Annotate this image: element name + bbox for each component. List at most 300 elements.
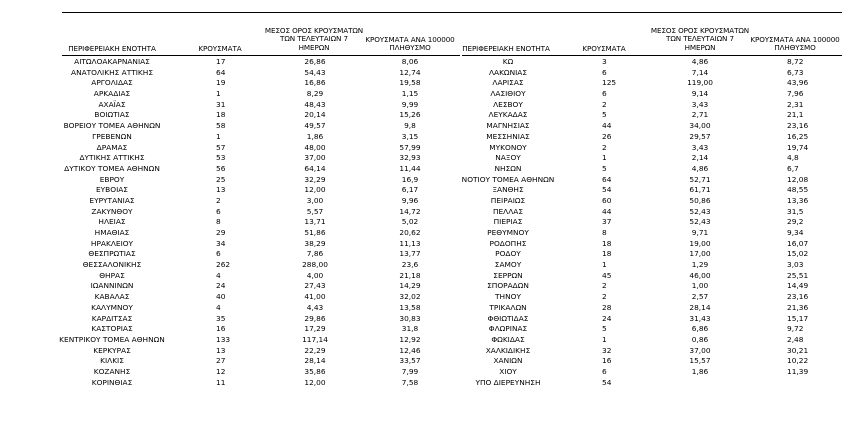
header-region-label: ΠΕΡΙΦΕΡΕΙΑΚΗ ΕΝΟΤΗΤΑ — [68, 44, 156, 53]
left-per100k-value: 5,02 — [401, 217, 419, 227]
left-avg-value: 35,86 — [304, 366, 326, 376]
right-per100k-value: 3,03 — [787, 260, 804, 270]
left-cases-value: 2 — [216, 195, 221, 205]
left-per100k-value: 1,15 — [401, 89, 419, 99]
right-cases-value: 1 — [602, 260, 607, 270]
table-row — [0, 303, 862, 314]
right-per100k-value: 30,21 — [787, 345, 809, 355]
right-cases-value: 2 — [602, 99, 607, 109]
left-per100k-value: 9,96 — [401, 195, 419, 205]
right-cases-value: 6 — [602, 67, 607, 77]
left-region-name: ΚΙΛΚΙΣ — [100, 356, 124, 366]
right-region-name: ΥΠΟ ΔΙΕΡΕΥΝΗΣΗ — [475, 377, 541, 387]
right-avg-value: 34,00 — [689, 121, 711, 131]
right-per100k-value: 10,22 — [787, 356, 809, 366]
left-region-name: ΗΛΕΙΑΣ — [98, 217, 126, 227]
left-region-name: ΔΥΤΙΚΗΣ ΑΤΤΙΚΗΣ — [79, 153, 145, 163]
right-cases-value: 28 — [602, 302, 612, 312]
left-avg-value: 28,14 — [304, 356, 326, 366]
right-per100k-value: 7,96 — [787, 89, 804, 99]
left-region-name: ΑΡΚΑΔΙΑΣ — [93, 89, 131, 99]
left-per100k-value: 23,6 — [401, 260, 419, 270]
left-region-name: ΙΩΑΝΝΙΝΩΝ — [90, 281, 134, 291]
top-rule — [62, 12, 842, 13]
right-avg-value: 37,00 — [689, 345, 711, 355]
right-region-name: ΝΟΤΙΟΥ ΤΟΜΕΑ ΑΘΗΝΩΝ — [461, 174, 555, 184]
left-per100k-value: 13,77 — [399, 249, 421, 259]
table-row — [0, 271, 862, 282]
right-avg-value: 52,43 — [689, 217, 711, 227]
table-row — [0, 57, 862, 68]
right-region-name: ΛΑΡΙΣΑΣ — [492, 78, 524, 88]
right-cases-value: 125 — [602, 78, 617, 88]
right-region-name: ΤΗΝΟΥ — [495, 292, 521, 302]
right-avg-value: 0,86 — [691, 334, 709, 344]
header-avg-line2: ΤΩΝ ΤΕΛΕΥΤΑΙΩΝ 7 — [280, 34, 348, 44]
left-avg-value: 12,00 — [304, 377, 326, 387]
right-per100k-value: 19,74 — [787, 142, 809, 152]
right-per100k-value: 9,72 — [787, 324, 804, 334]
left-cases-value: 4 — [216, 270, 221, 280]
left-per100k-value: 14,29 — [399, 281, 421, 291]
right-cases-value: 45 — [602, 270, 612, 280]
table-row — [0, 110, 862, 121]
left-cases-value: 25 — [216, 174, 226, 184]
header-avg-line2: ΤΩΝ ΤΕΛΕΥΤΑΙΩΝ 7 — [666, 34, 734, 44]
right-cases-value: 44 — [602, 121, 612, 131]
left-region-name: ΕΥΒΟΙΑΣ — [96, 185, 128, 195]
right-region-name: ΚΩ — [502, 57, 514, 66]
right-cases-value: 6 — [602, 89, 607, 99]
left-region-name: ΚΟΖΑΝΗΣ — [93, 366, 131, 376]
right-cases-value: 54 — [602, 185, 612, 195]
right-avg-value: 61,71 — [689, 185, 711, 195]
right-cases-value: 54 — [602, 377, 612, 387]
left-cases-value: 262 — [216, 260, 231, 270]
header-region-label: ΠΕΡΙΦΕΡΕΙΑΚΗ ΕΝΟΤΗΤΑ — [462, 44, 550, 53]
right-region-name: ΦΩΚΙΔΑΣ — [491, 334, 525, 344]
left-cases-value: 133 — [216, 334, 231, 344]
left-region-name: ΕΥΡΥΤΑΝΙΑΣ — [89, 195, 135, 205]
left-region-name: ΚΕΝΤΡΙΚΟΥ ΤΟΜΕΑ ΑΘΗΝΩΝ — [59, 334, 165, 344]
left-per100k-value: 9,8 — [404, 121, 416, 131]
left-per100k-value: 11,44 — [399, 163, 421, 173]
left-avg-value: 117,14 — [302, 334, 328, 344]
table-row — [0, 346, 862, 357]
left-avg-value: 288,00 — [302, 260, 328, 270]
right-cases-value: 24 — [602, 313, 612, 323]
table-row — [0, 239, 862, 250]
left-cases-value: 1 — [216, 131, 221, 141]
left-avg-value: 64,14 — [304, 163, 326, 173]
left-header-cases — [188, 45, 252, 53]
right-avg-value: 2,14 — [691, 153, 709, 163]
table-row — [0, 121, 862, 132]
right-avg-value: 28,14 — [689, 302, 711, 312]
left-region-name: ΗΡΑΚΛΕΙΟΥ — [90, 238, 134, 248]
left-per100k-value: 9,99 — [401, 99, 419, 109]
left-cases-value: 13 — [216, 185, 226, 195]
left-cases-value: 8 — [216, 217, 221, 227]
header-avg-line1: ΜΕΣΟΣ ΟΡΟΣ ΚΡΟΥΣΜΑΤΩΝ — [264, 26, 364, 35]
data-rows — [0, 57, 862, 388]
left-per100k-value: 12,74 — [399, 67, 421, 77]
right-per100k-value: 25,51 — [787, 270, 809, 280]
right-avg-value: 4,86 — [691, 57, 709, 66]
table-row — [0, 89, 862, 100]
right-cases-value: 37 — [602, 217, 612, 227]
left-region-name: ΚΑΣΤΟΡΙΑΣ — [91, 324, 133, 334]
left-per100k-value: 3,15 — [401, 131, 419, 141]
left-avg-value: 26,86 — [304, 57, 326, 66]
right-avg-value: 3,43 — [691, 99, 709, 109]
table-row — [0, 217, 862, 228]
left-cases-value: 12 — [216, 366, 226, 376]
left-per100k-value: 13,58 — [399, 302, 421, 312]
right-avg-value: 3,43 — [691, 142, 709, 152]
header-avg-line3: ΗΜΕΡΩΝ — [298, 42, 330, 52]
header-avg-line3: ΗΜΕΡΩΝ — [684, 42, 716, 52]
table-row — [0, 164, 862, 175]
right-per100k-value: 6,73 — [787, 67, 804, 77]
left-cases-value: 11 — [216, 377, 226, 387]
right-cases-value: 32 — [602, 345, 612, 355]
right-avg-value: 50,86 — [689, 195, 711, 205]
right-region-name: ΡΕΘΥΜΝΟΥ — [487, 228, 529, 237]
right-region-name: ΧΙΟΥ — [499, 366, 517, 376]
left-cases-value: 24 — [216, 281, 226, 291]
right-region-name: ΡΟΔΟΥ — [495, 249, 521, 259]
right-avg-value: 1,00 — [691, 281, 709, 291]
left-cases-value: 56 — [216, 163, 226, 173]
left-avg-value: 51,86 — [304, 228, 326, 237]
left-per100k-value: 7,99 — [401, 366, 419, 376]
left-avg-value: 38,29 — [304, 238, 326, 248]
right-cases-value: 64 — [602, 174, 612, 184]
left-avg-value: 48,43 — [304, 99, 326, 109]
right-region-name: ΠΕΛΛΑΣ — [492, 206, 524, 216]
right-per100k-value: 2,31 — [787, 99, 804, 109]
left-avg-value: 3,00 — [306, 195, 324, 205]
right-avg-value: 1,29 — [691, 260, 709, 270]
header-cases-label: ΚΡΟΥΣΜΑΤΑ — [582, 44, 626, 53]
table-row — [0, 324, 862, 335]
header-per100k-line1: ΚΡΟΥΣΜΑΤΑ ΑΝΑ 100000 — [365, 35, 455, 44]
left-per100k-value: 15,26 — [399, 110, 421, 120]
right-region-name: ΝΑΞΟΥ — [495, 153, 521, 163]
left-region-name: ΔΡΑΜΑΣ — [96, 142, 128, 152]
left-avg-value: 49,57 — [304, 121, 326, 131]
right-region-name: ΝΗΣΩΝ — [494, 163, 522, 173]
left-avg-value: 4,43 — [306, 302, 324, 312]
left-cases-value: 17 — [216, 57, 226, 66]
right-header-avg — [644, 27, 756, 52]
right-region-name: ΜΑΓΝΗΣΙΑΣ — [486, 121, 530, 131]
left-region-name: ΒΟΡΕΙΟΥ ΤΟΜΕΑ ΑΘΗΝΩΝ — [63, 121, 161, 131]
table-row — [0, 335, 862, 346]
right-avg-value: 29,57 — [689, 131, 711, 141]
table-row — [0, 314, 862, 325]
left-region-name: ΑΧΑΪΑΣ — [98, 99, 126, 109]
table-row — [0, 281, 862, 292]
left-per100k-value: 21,18 — [399, 270, 421, 280]
left-cases-value: 6 — [216, 206, 221, 216]
table-row — [0, 356, 862, 367]
left-avg-value: 16,86 — [304, 78, 326, 88]
right-region-name: ΛΕΥΚΑΔΑΣ — [488, 110, 528, 120]
right-per100k-value: 15,17 — [787, 313, 809, 323]
left-region-name: ΖΑΚΥΝΘΟΥ — [91, 206, 133, 216]
right-avg-value: 7,14 — [691, 67, 709, 77]
right-per100k-value: 21,1 — [787, 110, 804, 120]
table-row — [0, 78, 862, 89]
table-row — [0, 367, 862, 378]
right-per100k-value: 48,55 — [787, 185, 809, 195]
right-cases-value: 5 — [602, 324, 607, 334]
right-cases-value: 5 — [602, 110, 607, 120]
left-cases-value: 4 — [216, 302, 221, 312]
right-cases-value: 16 — [602, 356, 612, 366]
left-region-name: ΘΗΡΑΣ — [99, 270, 125, 280]
right-avg-value: 52,71 — [689, 174, 711, 184]
table-row — [0, 153, 862, 164]
left-region-name: ΑΙΤΩΛΟΑΚΑΡΝΑΝΙΑΣ — [74, 57, 150, 66]
left-cases-value: 34 — [216, 238, 226, 248]
right-per100k-value: 14,49 — [787, 281, 809, 291]
right-per100k-value: 29,2 — [787, 217, 804, 227]
left-region-name: ΘΕΣΠΡΩΤΙΑΣ — [88, 249, 136, 259]
right-cases-value: 18 — [602, 249, 612, 259]
left-per100k-value: 6,17 — [401, 185, 419, 195]
left-avg-value: 41,00 — [304, 292, 326, 302]
right-avg-value: 31,43 — [689, 313, 711, 323]
right-header-cases — [572, 45, 636, 53]
left-region-name: ΔΥΤΙΚΟΥ ΤΟΜΕΑ ΑΘΗΝΩΝ — [64, 163, 160, 173]
right-region-name: ΣΕΡΡΩΝ — [493, 270, 523, 280]
right-per100k-value: 16,25 — [787, 131, 809, 141]
left-cases-value: 18 — [216, 110, 226, 120]
left-avg-value: 22,29 — [304, 345, 326, 355]
table-row — [0, 260, 862, 271]
left-region-name: ΚΕΡΚΥΡΑΣ — [93, 345, 131, 355]
left-region-name: ΗΜΑΘΙΑΣ — [94, 228, 130, 237]
left-region-name: ΚΑΡΔΙΤΣΑΣ — [91, 313, 133, 323]
left-region-name: ΒΟΙΩΤΙΑΣ — [94, 110, 130, 120]
left-per100k-value: 12,46 — [399, 345, 421, 355]
left-per100k-value: 32,02 — [399, 292, 421, 302]
right-avg-value: 4,86 — [691, 163, 709, 173]
left-per100k-value: 8,06 — [401, 57, 419, 66]
left-avg-value: 20,14 — [304, 110, 326, 120]
right-per100k-value: 4,8 — [787, 153, 799, 163]
left-avg-value: 5,57 — [306, 206, 324, 216]
right-cases-value: 60 — [602, 195, 612, 205]
right-avg-value: 46,00 — [689, 270, 711, 280]
right-avg-value: 1,86 — [691, 366, 709, 376]
right-per100k-value: 11,39 — [787, 366, 809, 376]
table-row — [0, 207, 862, 218]
right-per100k-value: 13,36 — [787, 195, 809, 205]
right-region-name: ΣΑΜΟΥ — [494, 260, 522, 270]
header-rule-left — [62, 55, 460, 56]
header-cases-label: ΚΡΟΥΣΜΑΤΑ — [198, 44, 242, 53]
right-avg-value: 9,14 — [691, 89, 709, 99]
left-avg-value: 32,29 — [304, 174, 326, 184]
left-avg-value: 12,00 — [304, 185, 326, 195]
left-per100k-value: 11,13 — [399, 238, 421, 248]
left-cases-value: 1 — [216, 89, 221, 99]
table-row — [0, 185, 862, 196]
header-per100k-line2: ΠΛΗΘΥΣΜΟ — [389, 43, 431, 53]
left-per100k-value: 32,93 — [399, 153, 421, 163]
right-region-name: ΡΟΔΟΠΗΣ — [489, 238, 527, 248]
right-region-name: ΠΕΙΡΑΙΩΣ — [490, 195, 526, 205]
left-avg-value: 29,86 — [304, 313, 326, 323]
right-region-name: ΛΑΣΙΘΙΟΥ — [490, 89, 526, 99]
left-avg-value: 4,00 — [306, 270, 324, 280]
right-per100k-value: 23,16 — [787, 121, 809, 131]
left-cases-value: 13 — [216, 345, 226, 355]
right-region-name: ΜΕΣΣΗΝΙΑΣ — [486, 131, 530, 141]
right-per100k-value: 43,96 — [787, 78, 809, 88]
right-region-name: ΛΕΣΒΟΥ — [493, 99, 523, 109]
right-cases-value: 2 — [602, 281, 607, 291]
left-cases-value: 27 — [216, 356, 226, 366]
left-per100k-value: 7,58 — [401, 377, 419, 387]
right-per100k-value: 15,02 — [787, 249, 809, 259]
left-cases-value: 64 — [216, 67, 226, 77]
right-per100k-value: 16,07 — [787, 238, 809, 248]
right-avg-value: 6,86 — [691, 324, 709, 334]
right-cases-value: 3 — [602, 57, 607, 66]
right-per100k-value: 23,16 — [787, 292, 809, 302]
right-avg-value: 19,00 — [689, 238, 711, 248]
left-avg-value: 13,71 — [304, 217, 326, 227]
right-per100k-value: 12,08 — [787, 174, 809, 184]
right-region-name: ΛΑΚΩΝΙΑΣ — [488, 67, 528, 77]
header-per100k-line1: ΚΡΟΥΣΜΑΤΑ ΑΝΑ 100000 — [750, 35, 840, 44]
left-header-avg — [258, 27, 370, 52]
table-row — [0, 292, 862, 303]
left-avg-value: 27,43 — [304, 281, 326, 291]
right-per100k-value: 21,36 — [787, 302, 809, 312]
right-region-name: ΧΑΝΙΩΝ — [493, 356, 523, 366]
right-header-per100k — [745, 36, 845, 53]
left-region-name: ΑΝΑΤΟΛΙΚΗΣ ΑΤΤΙΚΗΣ — [71, 67, 153, 77]
left-per100k-value: 16,9 — [401, 174, 419, 184]
right-region-name: ΠΙΕΡΙΑΣ — [493, 217, 523, 227]
right-region-name: ΧΑΛΚΙΔΙΚΗΣ — [485, 345, 531, 355]
right-per100k-value: 6,7 — [787, 163, 799, 173]
right-avg-value: 17,00 — [689, 249, 711, 259]
right-cases-value: 5 — [602, 163, 607, 173]
right-per100k-value: 31,5 — [787, 206, 804, 216]
right-cases-value: 44 — [602, 206, 612, 216]
right-avg-value: 2,71 — [691, 110, 709, 120]
left-region-name: ΘΕΣΣΑΛΟΝΙΚΗΣ — [82, 260, 142, 270]
right-avg-value: 119,00 — [687, 78, 713, 88]
right-cases-value: 2 — [602, 292, 607, 302]
right-per100k-value: 2,48 — [787, 334, 804, 344]
left-avg-value: 37,00 — [304, 153, 326, 163]
left-cases-value: 6 — [216, 249, 221, 259]
left-per100k-value: 33,57 — [399, 356, 421, 366]
left-cases-value: 57 — [216, 142, 226, 152]
left-region-name: ΚΑΒΑΛΑΣ — [94, 292, 130, 302]
left-cases-value: 58 — [216, 121, 226, 131]
left-region-name: ΑΡΓΟΛΙΔΑΣ — [91, 78, 133, 88]
left-region-name: ΓΡΕΒΕΝΩΝ — [92, 131, 132, 141]
left-per100k-value: 30,83 — [399, 313, 421, 323]
left-cases-value: 16 — [216, 324, 226, 334]
table-row — [0, 249, 862, 260]
left-per100k-value: 14,72 — [399, 206, 421, 216]
left-cases-value: 35 — [216, 313, 226, 323]
right-per100k-value: 8,72 — [787, 57, 804, 66]
left-avg-value: 17,29 — [304, 324, 326, 334]
right-avg-value: 2,57 — [691, 292, 709, 302]
left-per100k-value: 20,62 — [399, 228, 421, 237]
right-region-name: ΞΑΝΘΗΣ — [492, 185, 524, 195]
left-cases-value: 53 — [216, 153, 226, 163]
right-avg-value: 52,43 — [689, 206, 711, 216]
right-region-name: ΦΛΩΡΙΝΑΣ — [488, 324, 528, 334]
left-avg-value: 48,00 — [304, 142, 326, 152]
right-region-name: ΤΡΙΚΑΛΩΝ — [489, 302, 527, 312]
right-region-name: ΣΠΟΡΑΔΩΝ — [487, 281, 529, 291]
table-row — [0, 100, 862, 111]
left-region-name: ΚΑΛΥΜΝΟΥ — [91, 302, 133, 312]
header-per100k-line2: ΠΛΗΘΥΣΜΟ — [774, 43, 816, 53]
right-cases-value: 26 — [602, 131, 612, 141]
table-row — [0, 378, 862, 389]
table-row — [0, 143, 862, 154]
left-avg-value: 1,86 — [306, 131, 324, 141]
left-avg-value: 7,86 — [306, 249, 324, 259]
right-cases-value: 1 — [602, 153, 607, 163]
table-row — [0, 68, 862, 79]
left-cases-value: 40 — [216, 292, 226, 302]
left-per100k-value: 12,92 — [399, 334, 421, 344]
right-cases-value: 2 — [602, 142, 607, 152]
table-row — [0, 175, 862, 186]
table-row — [0, 196, 862, 207]
left-per100k-value: 19,58 — [399, 78, 421, 88]
left-cases-value: 19 — [216, 78, 226, 88]
right-cases-value: 6 — [602, 366, 607, 376]
header-avg-line1: ΜΕΣΟΣ ΟΡΟΣ ΚΡΟΥΣΜΑΤΩΝ — [650, 26, 750, 35]
left-header-region — [42, 45, 182, 53]
left-region-name: ΚΟΡΙΝΘΙΑΣ — [91, 377, 133, 387]
header-rule-right — [462, 55, 842, 56]
left-per100k-value: 57,99 — [399, 142, 421, 152]
right-region-name: ΜΥΚΟΝΟΥ — [489, 142, 527, 152]
right-cases-value: 18 — [602, 238, 612, 248]
left-avg-value: 54,43 — [304, 67, 326, 77]
left-cases-value: 31 — [216, 99, 226, 109]
right-avg-value: 9,71 — [691, 228, 709, 237]
right-per100k-value: 9,34 — [787, 228, 804, 237]
left-avg-value: 8,29 — [306, 89, 324, 99]
table-row — [0, 228, 862, 239]
left-region-name: ΕΒΡΟΥ — [99, 174, 125, 184]
right-avg-value: 15,57 — [689, 356, 711, 366]
left-cases-value: 29 — [216, 228, 226, 237]
left-per100k-value: 31,8 — [401, 324, 419, 334]
right-cases-value: 1 — [602, 334, 607, 344]
right-region-name: ΦΘΙΩΤΙΔΑΣ — [487, 313, 529, 323]
right-header-region — [436, 45, 576, 53]
